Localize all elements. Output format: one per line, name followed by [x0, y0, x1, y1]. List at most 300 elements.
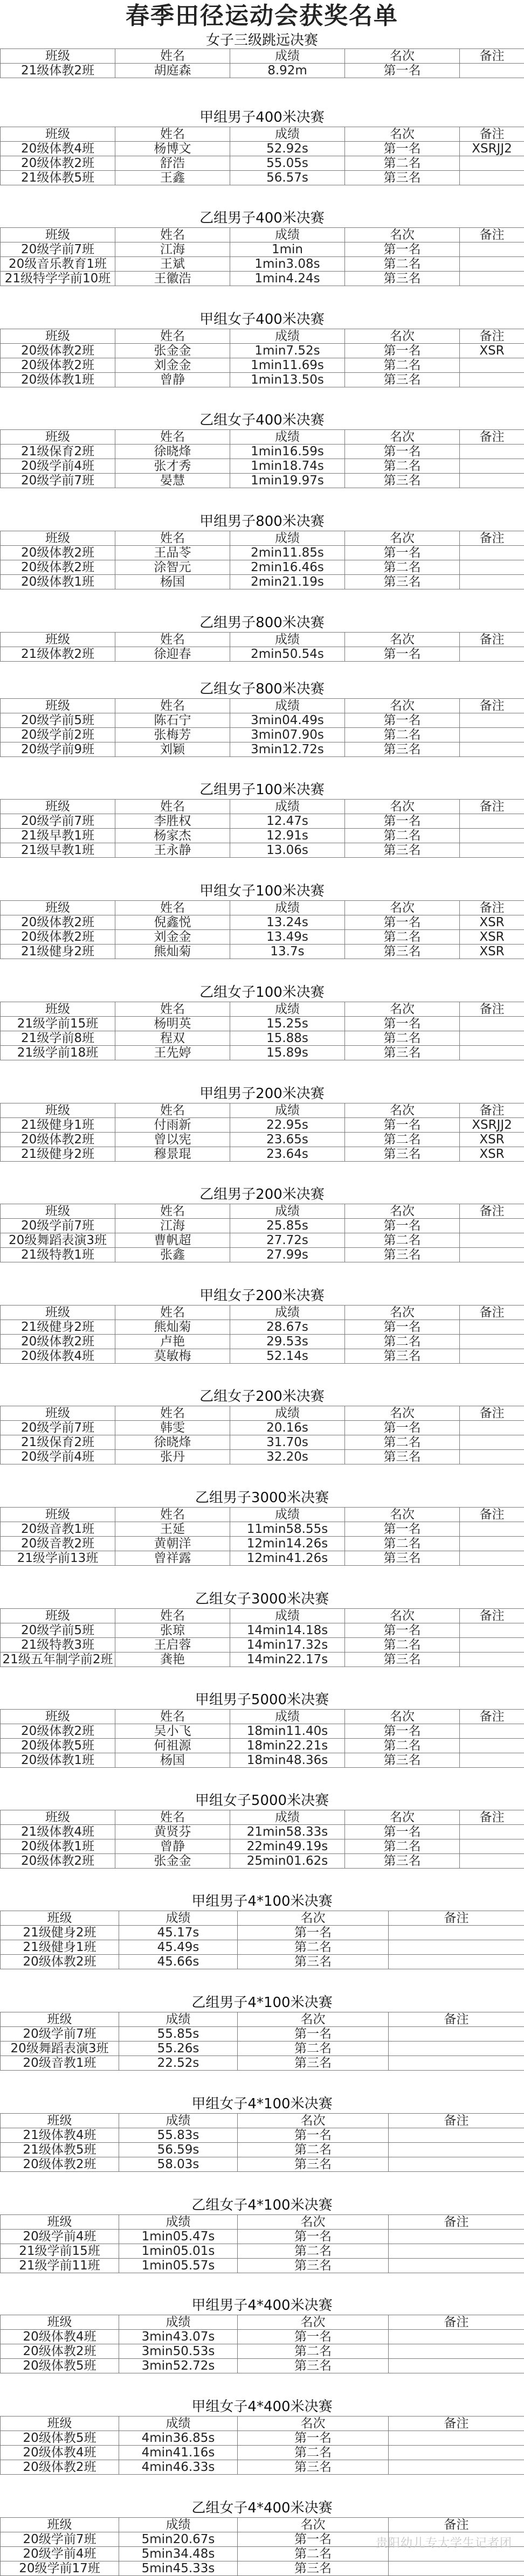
- table-cell: 第三名: [238, 2359, 389, 2373]
- table-header-row: [1, 1204, 524, 1219]
- table-cell: [460, 814, 524, 829]
- table-cell: 18min48.36s: [230, 1753, 345, 1768]
- table-cell: 29.53s: [230, 1335, 345, 1349]
- table-cell: XSRJJ2: [460, 1118, 524, 1133]
- table-cell: 20级学前7班: [1, 2532, 119, 2547]
- table-cell: 21级健身2班: [1, 1147, 115, 1162]
- column-header: 名次: [345, 127, 460, 142]
- table-cell: 21级特学学前10班: [1, 272, 115, 286]
- table-row: [1, 64, 524, 78]
- column-header: 备注: [389, 2012, 524, 2027]
- column-header: 班级: [1, 633, 115, 647]
- table-row: [1, 1248, 524, 1262]
- table-cell: 倪鑫悦: [115, 915, 230, 930]
- table-row: [1, 1118, 524, 1133]
- table-cell: 11min58.55s: [230, 1522, 345, 1537]
- table-cell: 2min21.19s: [230, 575, 345, 589]
- table-header-row: [1, 1609, 524, 1623]
- event-title: 乙组女子800米决赛: [0, 681, 524, 698]
- event-title: 乙组女子4*400米决赛: [0, 2499, 524, 2517]
- table-cell: 20级体教2班: [1, 1724, 115, 1739]
- table-cell: 20级学前7班: [1, 1421, 115, 1435]
- table-header-row: [1, 127, 524, 142]
- event-title: 甲组男子5000米决赛: [0, 1691, 524, 1709]
- table-cell: 第三名: [345, 1248, 460, 1262]
- table-cell: 20级舞蹈表演3班: [1, 1233, 115, 1248]
- table-cell: [389, 2259, 524, 2273]
- table-header-row: [1, 633, 524, 647]
- event-section: [0, 1994, 524, 2071]
- column-header: 备注: [460, 430, 524, 445]
- table-cell: 第三名: [345, 1854, 460, 1869]
- table-cell: 第二名: [345, 257, 460, 272]
- column-header: 姓名: [115, 1710, 230, 1724]
- table-cell: 付雨新: [115, 1118, 230, 1133]
- table-row: [1, 459, 524, 474]
- column-header: 成绩: [230, 1406, 345, 1421]
- table-cell: 穆景琨: [115, 1147, 230, 1162]
- results-table: [0, 429, 524, 488]
- table-cell: 程双: [115, 1031, 230, 1046]
- table-cell: 20级体教5班: [1, 2431, 119, 2446]
- table-cell: [460, 373, 524, 387]
- table-cell: 第一名: [345, 142, 460, 156]
- table-cell: 第一名: [345, 1219, 460, 1233]
- table-cell: 第二名: [238, 2244, 389, 2259]
- table-row: [1, 445, 524, 459]
- results-table: [0, 900, 524, 959]
- event-title: 甲组男子200米决赛: [0, 1085, 524, 1103]
- column-header: 备注: [460, 699, 524, 713]
- table-cell: 20级学前5班: [1, 1623, 115, 1638]
- table-cell: 韩雯: [115, 1421, 230, 1435]
- column-header: 备注: [460, 1002, 524, 1017]
- table-cell: [460, 1652, 524, 1667]
- table-cell: 20级体教2班: [1, 358, 115, 373]
- column-header: 成绩: [230, 901, 345, 915]
- table-cell: 20级音乐教育1班: [1, 257, 115, 272]
- table-cell: 45.66s: [119, 1955, 238, 1969]
- event-section: [0, 1792, 524, 1869]
- column-header: 姓名: [115, 1103, 230, 1118]
- table-cell: 第一名: [345, 242, 460, 257]
- column-header: 班级: [1, 531, 115, 546]
- results-table: [0, 1406, 524, 1464]
- table-cell: 21级体教5班: [1, 171, 115, 185]
- column-header: 备注: [460, 1609, 524, 1623]
- table-cell: 第二名: [345, 1537, 460, 1551]
- table-cell: 12min41.26s: [230, 1551, 345, 1566]
- table-cell: 曾静: [115, 373, 230, 387]
- results-table: [0, 1709, 524, 1768]
- table-cell: 21级保育2班: [1, 1435, 115, 1450]
- table-cell: [389, 2446, 524, 2460]
- column-header: 名次: [345, 1508, 460, 1522]
- table-cell: 熊灿菊: [115, 1320, 230, 1335]
- table-cell: 25.85s: [230, 1219, 345, 1233]
- table-row: [1, 2042, 524, 2056]
- table-cell: 第三名: [345, 1349, 460, 1364]
- page-title: 春季田径运动会获奖名单: [0, 0, 524, 32]
- table-cell: 27.72s: [230, 1233, 345, 1248]
- column-header: 成绩: [230, 800, 345, 814]
- table-cell: 1min18.74s: [230, 459, 345, 474]
- table-cell: 20.16s: [230, 1421, 345, 1435]
- table-cell: [389, 2042, 524, 2056]
- column-header: 成绩: [119, 2215, 238, 2230]
- table-row: [1, 915, 524, 930]
- table-header-row: [1, 430, 524, 445]
- event-title: 乙组女子400米决赛: [0, 412, 524, 429]
- table-cell: 徐晓烽: [115, 1435, 230, 1450]
- event-title: 甲组女子4*100米决赛: [0, 2095, 524, 2113]
- table-cell: [460, 242, 524, 257]
- table-header-row: [1, 1508, 524, 1522]
- table-row: [1, 1940, 524, 1955]
- table-cell: XSR: [460, 344, 524, 358]
- column-header: 班级: [1, 2417, 119, 2431]
- table-cell: 20级体教2班: [1, 344, 115, 358]
- table-cell: 黄贤芬: [115, 1825, 230, 1839]
- column-header: 班级: [1, 2518, 119, 2532]
- event-section: [0, 412, 524, 488]
- column-header: 成绩: [230, 127, 345, 142]
- table-row: [1, 474, 524, 488]
- results-table: [0, 329, 524, 387]
- table-cell: 20级体教2班: [1, 930, 115, 945]
- table-row: [1, 1854, 524, 1869]
- table-cell: 第一名: [238, 1926, 389, 1940]
- column-header: 名次: [345, 800, 460, 814]
- table-cell: 13.49s: [230, 930, 345, 945]
- event-section: [0, 1591, 524, 1667]
- table-header-row: [1, 2315, 524, 2330]
- table-cell: 第一名: [345, 1017, 460, 1031]
- table-cell: 20级体教1班: [1, 373, 115, 387]
- column-header: 名次: [345, 1103, 460, 1118]
- table-cell: 第一名: [238, 2128, 389, 2143]
- column-header: 名次: [345, 1609, 460, 1623]
- table-cell: 20级体教2班: [1, 2157, 119, 2172]
- table-cell: 第二名: [345, 156, 460, 171]
- table-row: [1, 2344, 524, 2359]
- table-cell: 13.24s: [230, 915, 345, 930]
- table-cell: 21级健身2班: [1, 945, 115, 959]
- table-cell: 第一名: [345, 445, 460, 459]
- column-header: 班级: [1, 228, 115, 242]
- table-cell: 第二名: [345, 560, 460, 575]
- table-cell: 第一名: [345, 64, 460, 78]
- table-cell: 1min05.57s: [119, 2259, 238, 2273]
- table-header-row: [1, 2114, 524, 2128]
- column-header: 姓名: [115, 1406, 230, 1421]
- table-cell: 21级体教4班: [1, 1825, 115, 1839]
- table-cell: 58.03s: [119, 2157, 238, 2172]
- table-cell: 张金金: [115, 344, 230, 358]
- table-row: [1, 2157, 524, 2172]
- table-cell: [460, 843, 524, 858]
- table-cell: 张丹: [115, 1450, 230, 1464]
- table-row: [1, 1753, 524, 1768]
- table-cell: 杨国: [115, 575, 230, 589]
- table-row: [1, 2330, 524, 2344]
- table-cell: 黄朝洋: [115, 1537, 230, 1551]
- table-header-row: [1, 1810, 524, 1825]
- table-cell: 第二名: [345, 1335, 460, 1349]
- table-cell: 卢艳: [115, 1335, 230, 1349]
- table-cell: 21级健身2班: [1, 1320, 115, 1335]
- event-section: [0, 1085, 524, 1162]
- table-cell: 3min43.07s: [119, 2330, 238, 2344]
- table-cell: 13.06s: [230, 843, 345, 858]
- event-title: 女子三级跳远决赛: [0, 32, 524, 48]
- table-row: [1, 1638, 524, 1652]
- table-cell: 胡庭森: [115, 64, 230, 78]
- table-cell: 李胜权: [115, 814, 230, 829]
- table-cell: 28.67s: [230, 1320, 345, 1335]
- event-section: [0, 513, 524, 589]
- table-cell: [460, 1248, 524, 1262]
- table-cell: 1min4.24s: [230, 272, 345, 286]
- table-cell: 27.99s: [230, 1248, 345, 1262]
- table-cell: 20级体教2班: [1, 2344, 119, 2359]
- table-cell: 21级早教1班: [1, 843, 115, 858]
- table-cell: 刘金金: [115, 930, 230, 945]
- column-header: 备注: [460, 1204, 524, 1219]
- table-cell: 第三名: [345, 1551, 460, 1566]
- column-header: 备注: [460, 633, 524, 647]
- table-cell: 杨明英: [115, 1017, 230, 1031]
- event-title: 甲组男子4*400米决赛: [0, 2297, 524, 2315]
- event-title: 乙组男子400米决赛: [0, 210, 524, 227]
- column-header: 姓名: [115, 1306, 230, 1320]
- table-cell: 第二名: [238, 2042, 389, 2056]
- column-header: 姓名: [115, 329, 230, 344]
- table-cell: 21级学前15班: [1, 1017, 115, 1031]
- table-cell: 12.47s: [230, 814, 345, 829]
- event-title: 甲组女子4*400米决赛: [0, 2398, 524, 2416]
- table-row: [1, 1955, 524, 1969]
- column-header: 备注: [460, 1710, 524, 1724]
- table-row: [1, 1219, 524, 1233]
- column-header: 班级: [1, 1609, 115, 1623]
- table-cell: 第二名: [345, 829, 460, 843]
- table-cell: 王先婷: [115, 1046, 230, 1060]
- table-cell: 20级学前5班: [1, 713, 115, 728]
- table-cell: [389, 1940, 524, 1955]
- event-title: 乙组女子4*100米决赛: [0, 2197, 524, 2214]
- table-cell: 第二名: [345, 930, 460, 945]
- table-row: [1, 1839, 524, 1854]
- table-cell: 第二名: [238, 2446, 389, 2460]
- column-header: 姓名: [115, 127, 230, 142]
- table-cell: 王徽浩: [115, 272, 230, 286]
- table-cell: 曹帆超: [115, 1233, 230, 1248]
- table-cell: 第三名: [238, 2460, 389, 2475]
- table-cell: [460, 1450, 524, 1464]
- table-cell: 20级体教2班: [1, 156, 115, 171]
- column-header: 名次: [345, 1002, 460, 1017]
- table-cell: 第三名: [345, 1652, 460, 1667]
- column-header: 名次: [345, 901, 460, 915]
- table-cell: 21级健身2班: [1, 1926, 119, 1940]
- column-header: 姓名: [115, 1204, 230, 1219]
- table-cell: 舒浩: [115, 156, 230, 171]
- table-cell: [460, 1421, 524, 1435]
- table-cell: 张梅芳: [115, 728, 230, 742]
- table-cell: 55.05s: [230, 156, 345, 171]
- table-cell: 12.91s: [230, 829, 345, 843]
- table-cell: [389, 1955, 524, 1969]
- table-row: [1, 1825, 524, 1839]
- table-cell: 第三名: [345, 1753, 460, 1768]
- table-cell: 21级学前18班: [1, 1046, 115, 1060]
- table-cell: [460, 1435, 524, 1450]
- column-header: 名次: [345, 329, 460, 344]
- table-header-row: [1, 1103, 524, 1118]
- table-row: [1, 2460, 524, 2475]
- column-header: 班级: [1, 2012, 119, 2027]
- table-header-row: [1, 2518, 524, 2532]
- column-header: 班级: [1, 2215, 119, 2230]
- table-cell: 第一名: [345, 647, 460, 662]
- table-cell: 第三名: [345, 474, 460, 488]
- column-header: 班级: [1, 329, 115, 344]
- table-cell: 20级音教1班: [1, 1522, 115, 1537]
- table-cell: 18min22.21s: [230, 1739, 345, 1753]
- table-cell: 第一名: [238, 2027, 389, 2042]
- column-header: 班级: [1, 901, 115, 915]
- table-cell: [460, 1537, 524, 1551]
- column-header: 成绩: [230, 430, 345, 445]
- column-header: 名次: [345, 1306, 460, 1320]
- table-cell: [460, 728, 524, 742]
- column-header: 成绩: [230, 1204, 345, 1219]
- table-row: [1, 171, 524, 185]
- table-cell: [389, 2460, 524, 2475]
- event-section: [0, 1489, 524, 1566]
- table-cell: 22min49.19s: [230, 1839, 345, 1854]
- results-table: [0, 2315, 524, 2373]
- results-table: [0, 2214, 524, 2273]
- table-cell: 20级音教2班: [1, 1537, 115, 1551]
- table-row: [1, 1031, 524, 1046]
- event-section: [0, 1691, 524, 1768]
- event-title: 乙组男子800米决赛: [0, 614, 524, 632]
- table-header-row: [1, 2012, 524, 2027]
- table-cell: 1min3.08s: [230, 257, 345, 272]
- table-row: [1, 272, 524, 286]
- table-cell: [460, 1753, 524, 1768]
- column-header: 班级: [1, 1306, 115, 1320]
- table-cell: 晏慧: [115, 474, 230, 488]
- table-cell: 杨国: [115, 1753, 230, 1768]
- table-cell: 第一名: [238, 2532, 389, 2547]
- column-header: 名次: [345, 228, 460, 242]
- column-header: 成绩: [230, 1810, 345, 1825]
- table-cell: 第三名: [345, 742, 460, 757]
- results-table: [0, 48, 524, 78]
- column-header: 班级: [1, 2315, 119, 2330]
- table-cell: 第一名: [238, 2330, 389, 2344]
- table-cell: [389, 2344, 524, 2359]
- table-cell: 第三名: [345, 272, 460, 286]
- table-cell: 陈石宁: [115, 713, 230, 728]
- table-header-row: [1, 49, 524, 64]
- event-section: [0, 210, 524, 286]
- table-cell: 56.59s: [119, 2143, 238, 2157]
- column-header: 成绩: [230, 633, 345, 647]
- results-table: [0, 2012, 524, 2071]
- column-header: 名次: [345, 1204, 460, 1219]
- column-header: 名次: [238, 1911, 389, 1926]
- table-cell: 1min05.01s: [119, 2244, 238, 2259]
- table-cell: XSRJJ2: [460, 142, 524, 156]
- event-section: [0, 109, 524, 185]
- table-cell: 52.92s: [230, 142, 345, 156]
- table-cell: 王延: [115, 1522, 230, 1537]
- table-cell: 第二名: [238, 2547, 389, 2561]
- column-header: 姓名: [115, 430, 230, 445]
- table-row: [1, 2431, 524, 2446]
- table-row: [1, 575, 524, 589]
- column-header: 班级: [1, 1810, 115, 1825]
- table-cell: [460, 1854, 524, 1869]
- table-cell: 21级学前15班: [1, 2244, 119, 2259]
- table-row: [1, 843, 524, 858]
- column-header: 班级: [1, 1002, 115, 1017]
- table-cell: 20级舞蹈表演3班: [1, 2042, 119, 2056]
- table-cell: 55.85s: [119, 2027, 238, 2042]
- table-row: [1, 1551, 524, 1566]
- table-header-row: [1, 699, 524, 713]
- column-header: 备注: [460, 531, 524, 546]
- table-cell: XSR: [460, 930, 524, 945]
- table-cell: 20级体教2班: [1, 1955, 119, 1969]
- table-cell: 曾以宪: [115, 1133, 230, 1147]
- column-header: 班级: [1, 1406, 115, 1421]
- table-cell: 第二名: [345, 459, 460, 474]
- table-cell: [460, 156, 524, 171]
- column-header: 名次: [345, 633, 460, 647]
- table-cell: 45.49s: [119, 1940, 238, 1955]
- table-cell: 55.83s: [119, 2128, 238, 2143]
- table-row: [1, 1926, 524, 1940]
- results-table: [0, 1507, 524, 1566]
- event-title: 乙组女子3000米决赛: [0, 1591, 524, 1608]
- table-cell: 第三名: [345, 1450, 460, 1464]
- column-header: 备注: [389, 2114, 524, 2128]
- table-cell: 20级学前7班: [1, 814, 115, 829]
- table-cell: 20级体教5班: [1, 1739, 115, 1753]
- table-cell: 第三名: [238, 2157, 389, 2172]
- table-cell: 52.14s: [230, 1349, 345, 1364]
- table-cell: 第三名: [345, 373, 460, 387]
- table-cell: 第三名: [238, 1955, 389, 1969]
- event-section: [0, 781, 524, 858]
- table-cell: 王鑫: [115, 171, 230, 185]
- table-cell: 第三名: [238, 2056, 389, 2071]
- table-cell: 1min: [230, 242, 345, 257]
- event-title: 乙组男子3000米决赛: [0, 1489, 524, 1507]
- results-table: [0, 1002, 524, 1060]
- table-cell: 第二名: [345, 1435, 460, 1450]
- table-cell: 21级早教1班: [1, 829, 115, 843]
- table-row: [1, 2359, 524, 2373]
- table-cell: 第一名: [345, 1724, 460, 1739]
- table-cell: 45.17s: [119, 1926, 238, 1940]
- table-cell: 5min45.33s: [119, 2561, 238, 2576]
